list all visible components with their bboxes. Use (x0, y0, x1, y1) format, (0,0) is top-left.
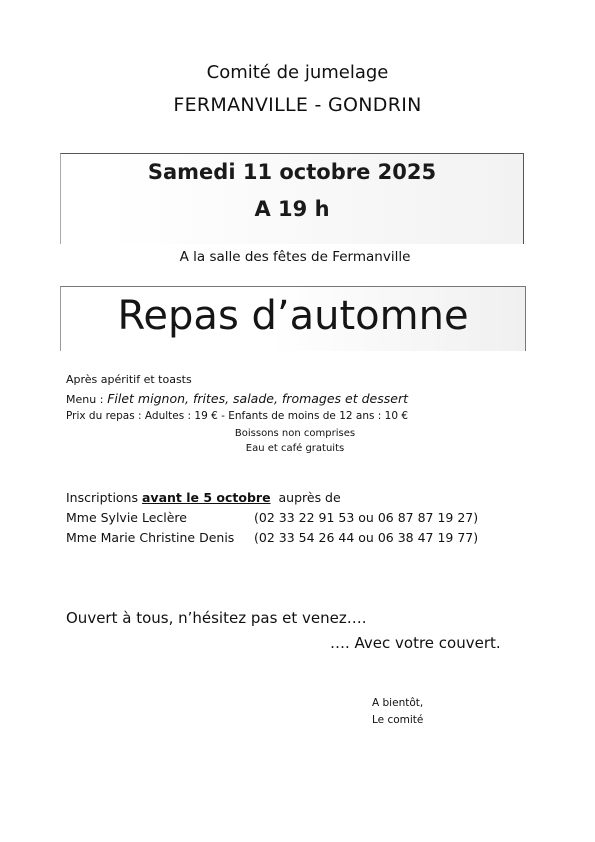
registration-suffix: auprès de (270, 490, 341, 505)
contact-phones: (02 33 22 91 53 ou 06 87 87 19 27) (254, 510, 479, 525)
drinks-note: Boissons non comprises (234, 428, 356, 439)
registration-deadline: avant le 5 octobre (141, 490, 271, 505)
coffee-note: Eau et café gratuits (245, 443, 345, 454)
event-date: Samedi 11 octobre 2025 (147, 160, 437, 184)
price-line: Prix du repas : Adultes : 19 € - Enfants de moins de 12 ans : 10 € (66, 410, 409, 422)
menu-line (66, 391, 408, 406)
registration-line (66, 490, 341, 505)
menu-items: Filet mignon, frites, salade, fromages et dessert (107, 391, 408, 406)
title-box (60, 286, 526, 351)
twin-towns-title: FERMANVILLE - GONDRIN (173, 94, 422, 116)
open-to-all-line: Ouvert à tous, n’hésitez pas et venez…. (66, 609, 367, 627)
contact-name: Mme Marie Christine Denis (66, 530, 235, 545)
registration-prefix: Inscriptions (66, 490, 142, 505)
event-venue: A la salle des fêtes de Fermanville (179, 249, 411, 265)
event-title: Repas d’automne (117, 293, 469, 339)
signature: Le comité (372, 714, 424, 726)
closing-greeting: A bientôt, (372, 697, 424, 709)
contact-phones: (02 33 54 26 44 ou 06 38 47 19 77) (254, 530, 479, 545)
menu-label: Menu : (66, 393, 104, 406)
aperitif-line: Après apéritif et toasts (66, 373, 192, 386)
bring-cutlery-line: …. Avec votre couvert. (330, 634, 501, 652)
committee-name: Comité de jumelage (206, 62, 389, 83)
date-box (60, 153, 524, 244)
event-time: A 19 h (254, 197, 330, 221)
contact-name: Mme Sylvie Leclère (66, 510, 187, 525)
